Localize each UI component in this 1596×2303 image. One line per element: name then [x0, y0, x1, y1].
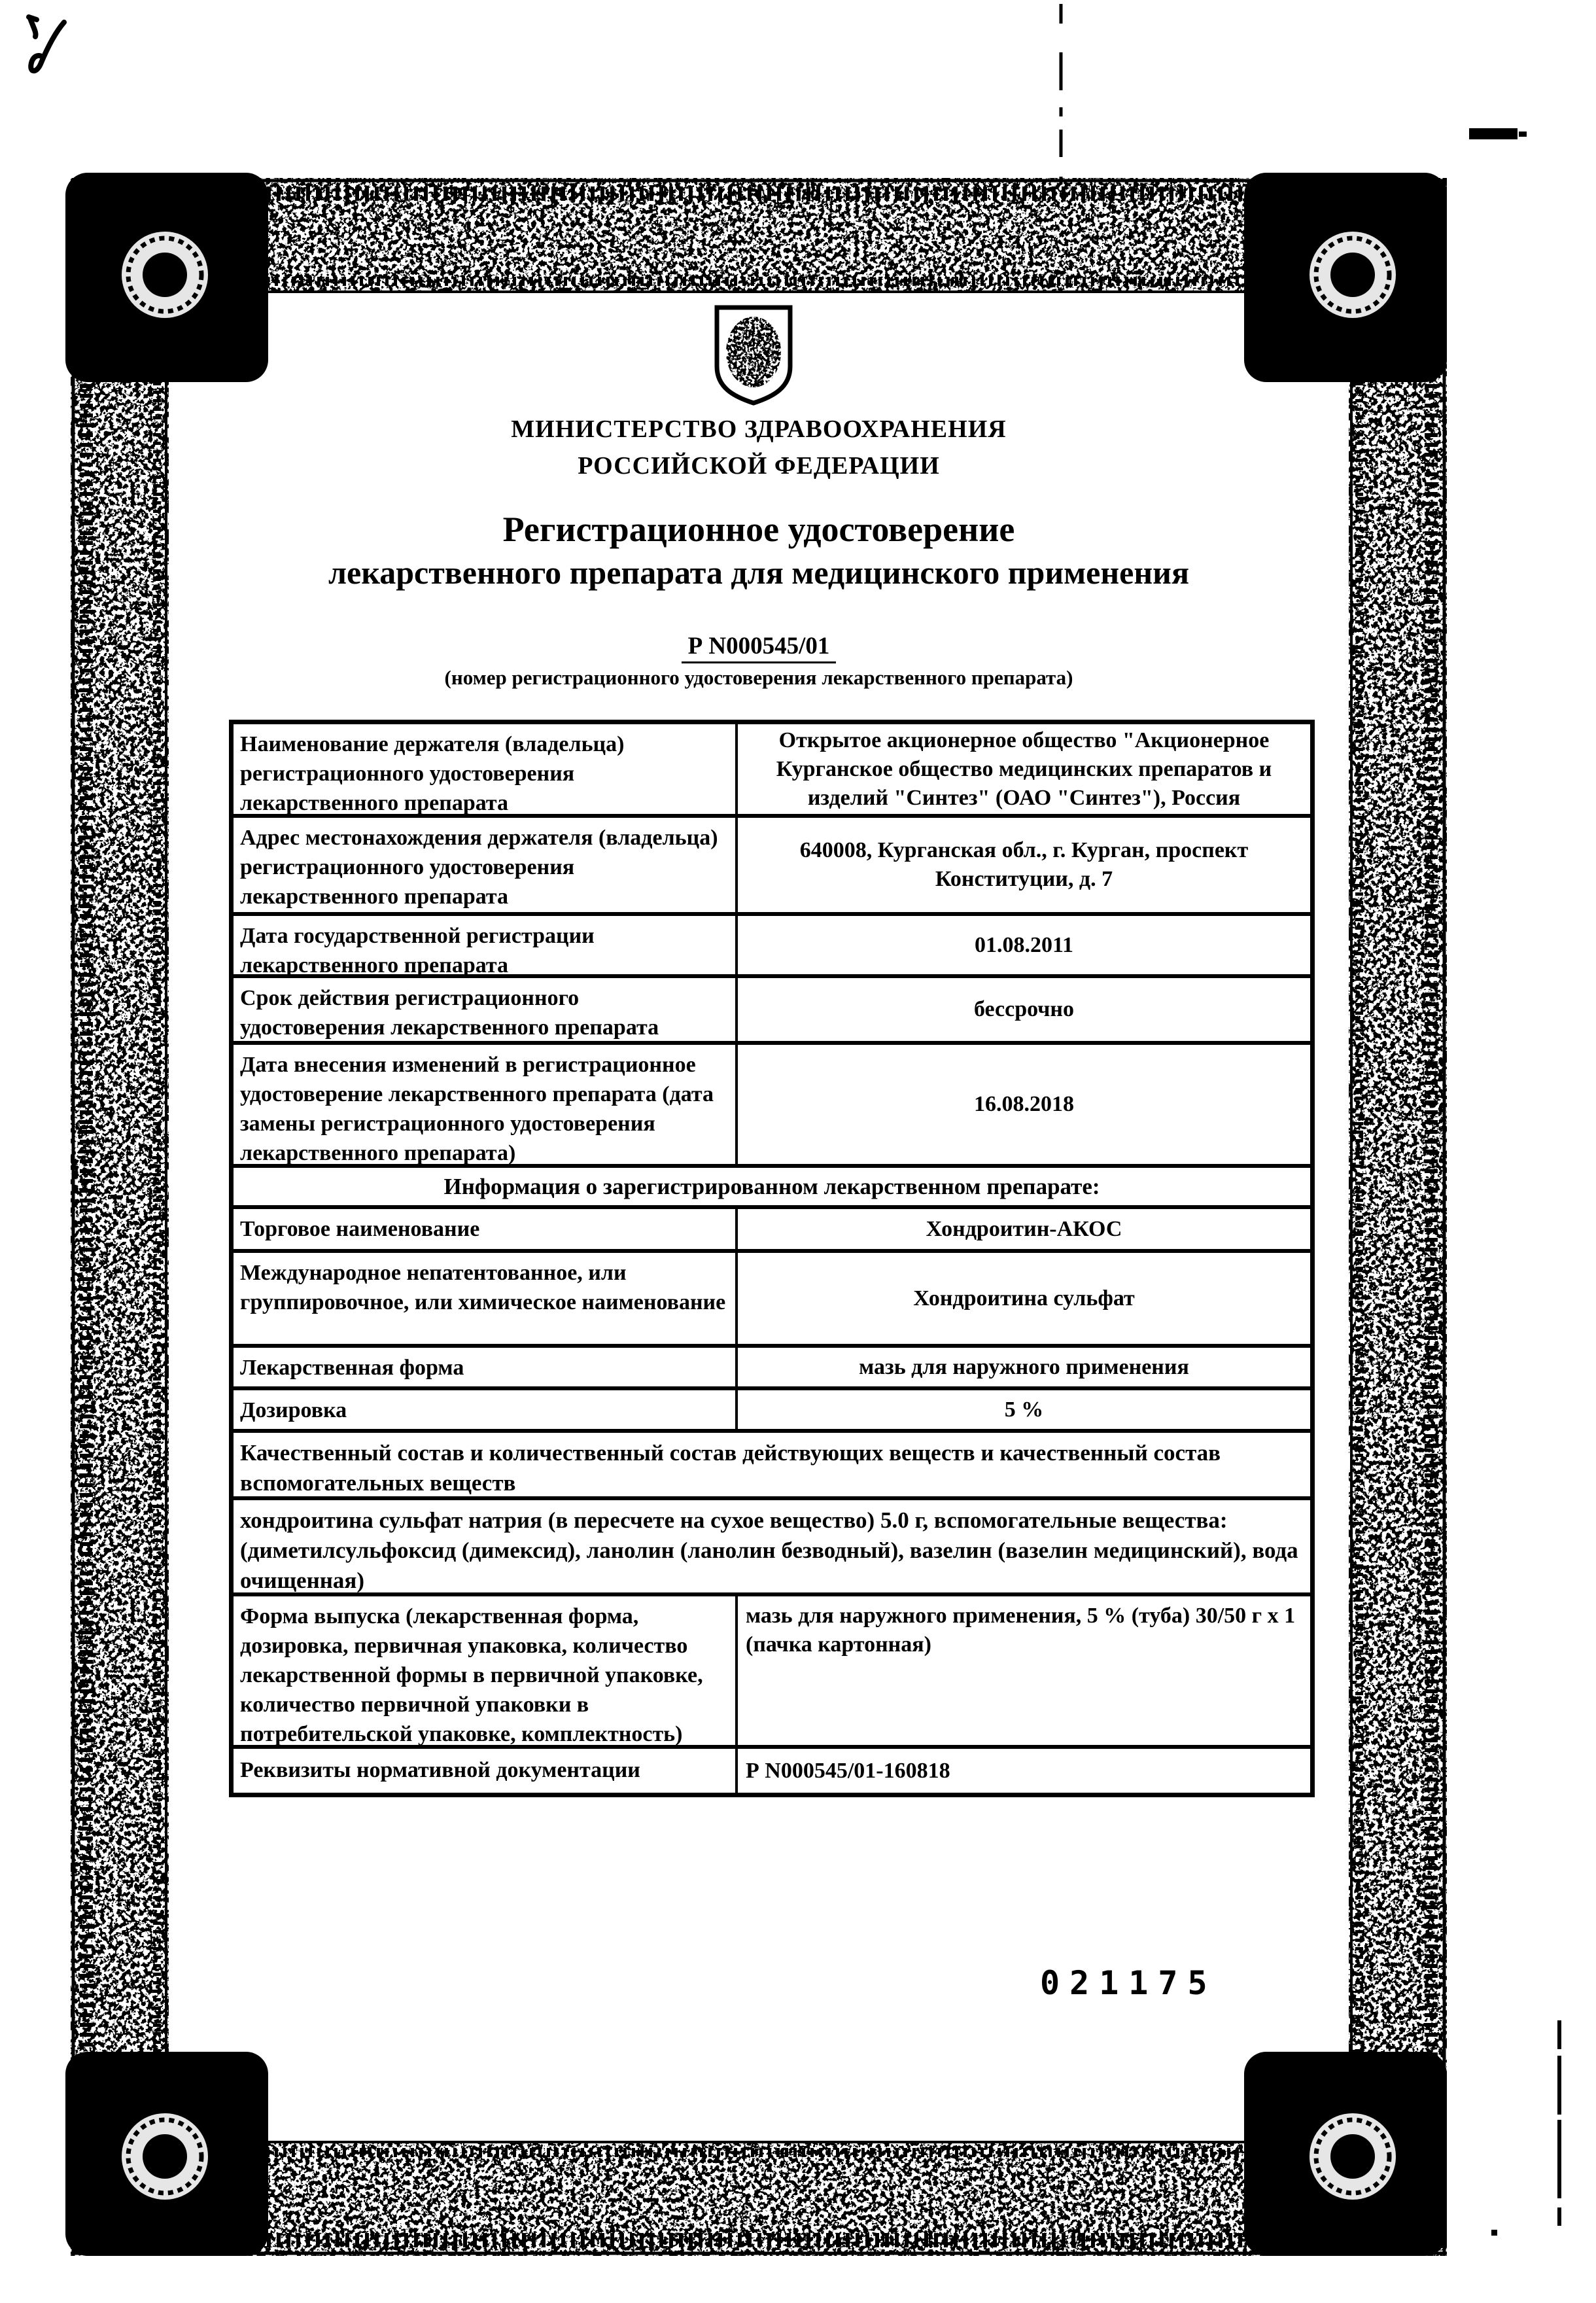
coat-of-arms-icon — [710, 304, 797, 407]
row-value: 5 % — [1004, 1397, 1044, 1422]
row-label: Срок действия регистрационного удостоверения лекарственного препарата — [234, 978, 738, 1041]
table-row — [234, 978, 1310, 1045]
table-row — [234, 1390, 1310, 1433]
row-value: 640008, Курганская обл., г. Курган, проспект Конституции, д. 7 — [799, 838, 1249, 891]
row-label: Торговое наименование — [234, 1209, 738, 1249]
ministry-name-line2: РОССИЙСКОЙ ФЕДЕРАЦИИ — [578, 452, 940, 480]
row-value: бессрочно — [973, 997, 1075, 1021]
row-value: 16.08.2018 — [974, 1092, 1074, 1116]
row-label: Дата государственной регистрации лекарственного препарата — [234, 916, 738, 974]
table-row — [234, 724, 1310, 818]
registration-table — [229, 720, 1315, 1797]
row-value: мазь для наружного применения, 5 % (туба) 30/50 г х 1 (пачка картонная) — [746, 1604, 1296, 1657]
row-label: Наименование держателя (владельца) регистрационного удостоверения лекарственного препарата — [234, 724, 738, 814]
info-section-header: Информация о зарегистрированном лекарственном препарате: — [443, 1173, 1100, 1199]
serial-number: 021175 — [1040, 1964, 1217, 2002]
ministry-name-line1: МИНИСТЕРСТВО ЗДРАВООХРАНЕНИЯ — [511, 415, 1007, 443]
row-label: Дата внесения изменений в регистрационное удостоверение лекарственного препарата (дата замены регистрационного удостоверения лекарственного препарата) — [234, 1045, 738, 1164]
row-value: мазь для наружного применения — [859, 1354, 1189, 1379]
table-row — [234, 1209, 1310, 1253]
row-value: 01.08.2011 — [974, 932, 1074, 957]
row-value: Хондроитин-АКОС — [926, 1216, 1122, 1241]
registration-number-text: Р N000545/01 — [682, 632, 837, 663]
table-row — [234, 1749, 1310, 1793]
composition-text-row — [234, 1500, 1310, 1596]
row-label: Лекарственная форма — [234, 1348, 738, 1386]
registration-number-caption: (номер регистрационного удостоверения лекарственного препарата) — [444, 666, 1073, 689]
row-label: Реквизиты нормативной документации — [234, 1749, 738, 1793]
table-row — [234, 1253, 1310, 1348]
table-section-header-row — [234, 1168, 1310, 1209]
row-label: Дозировка — [234, 1390, 738, 1429]
row-label: Форма выпуска (лекарственная форма, дозировка, первичная упаковка, количество лекарственной формы в первичной упаковке, количество первичной упаковки в потребительской упаковке, комплектность) — [234, 1596, 738, 1745]
table-row — [234, 818, 1310, 916]
row-value: Открытое акционерное общество "Акционерное Курганское общество медицинских препаратов и изделий "Синтез" (ОАО "Синтез"), Россия — [776, 728, 1272, 810]
row-label: Международное непатентованное, или группировочное, или химическое наименование — [234, 1253, 738, 1344]
table-row — [234, 1348, 1310, 1390]
registration-number — [170, 632, 1347, 663]
row-label: Адрес местонахождения держателя (владельца) регистрационного удостоверения лекарственного препарата — [234, 818, 738, 912]
table-row — [234, 1596, 1310, 1749]
row-value: Хондроитина сульфат — [913, 1286, 1135, 1310]
table-row — [234, 916, 1310, 978]
document-title-line2: лекарственного препарата для медицинского применения — [328, 554, 1190, 591]
document-title-line1: Регистрационное удостоверение — [502, 510, 1015, 549]
row-value: Р N000545/01-160818 — [746, 1758, 950, 1783]
composition-header-row — [234, 1433, 1310, 1500]
table-row — [234, 1045, 1310, 1168]
composition-header: Качественный состав и количественный состав действующих веществ и качественный состав вспомогательных веществ — [240, 1440, 1221, 1496]
composition-text: хондроитина сульфат натрия (в пересчете на сухое вещество) 5.0 г, вспомогательные вещества: (диметилсульфоксид (димексид), ланолин (ланолин безводный), вазелин (вазелин медицинский), вода очищенная) — [240, 1507, 1298, 1593]
